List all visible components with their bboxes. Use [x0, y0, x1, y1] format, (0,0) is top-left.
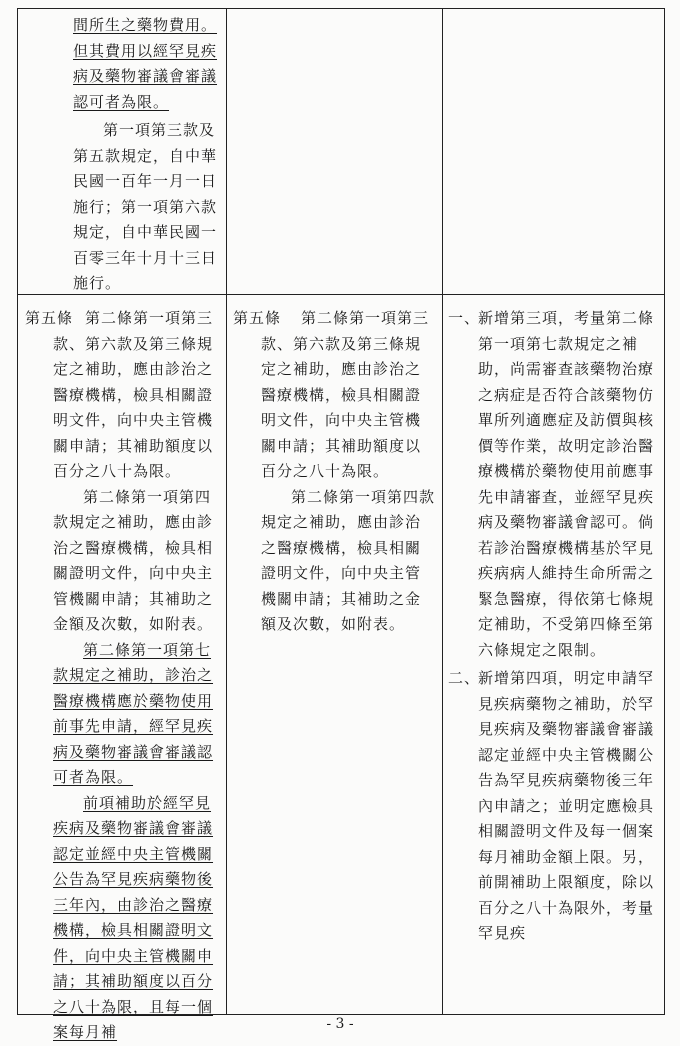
top-row-amended-cell — [73, 13, 221, 297]
article5-current-cell — [233, 306, 435, 638]
column-divider-2 — [442, 9, 443, 1014]
explanation-cell — [448, 306, 660, 947]
item-text: 新增第四項，明定申請罕見疾病藥物之補助，於罕見疾病及藥物審議會審議認定並經中央主管機關公告為罕見疾病藥物後三年內申請之；並明定應檢具相關證明文件及每一個案每月補助金額上限。另，前開補助上限額度，除以百分之八十為限外，考量罕見疾 — [478, 669, 655, 942]
column-divider-1 — [226, 9, 227, 1014]
amended-text-tail: 間所生之藥物費用。但其費用以經罕見疾病及藥物審議會審議認可者為限。 — [73, 16, 218, 111]
article5-amended-para3: 第二條第一項第七款規定之補助，診治之醫療機構應於藥物使用前事先申請，經罕見疾病及藥物審議會審議認可者為限。 — [53, 640, 214, 786]
item-text: 新增第三項，考量第二條第一項第七款規定之補助，尚需審查該藥物治療之病症是否符合該藥物仿單所列適應症及訪價與核價等作業，故明定診治醫療機構於藥物使用前應事先申請審查，並經罕見疾病及藥物審議會認可。倘若診治醫療機構基於罕見疾病病人維持生命所需之緊急醫療，得依第七條規定補助，不受第四條至第六條規定之限制。 — [478, 309, 655, 659]
item-number: 二、 — [448, 669, 481, 687]
article5-amended-para4: 前項補助於經罕見疾病及藥物審議會審議認定並經中央主管機關公告為罕見疾病藥物後三年內，由診治之醫療機構，檢具相關證明文件，向中央主管機關申請；其補助額度以百分之八十為限，且每一個案每月補 — [53, 793, 214, 1041]
article-lead: 第五條 — [233, 309, 282, 327]
article5-current-para1 — [233, 306, 435, 485]
para-text: 第二條第一項第三款、第六款及第三條規定之補助，應由診治之醫療機構，檢具相關證明文件，向中央主管機關申請；其補助額度以百分之八十為限。 — [261, 309, 430, 480]
comparison-table — [17, 8, 665, 1041]
explanation-item-2 — [448, 666, 660, 947]
explanation-item-1 — [448, 306, 660, 663]
page-number: - 3 - — [326, 1016, 354, 1032]
para-text: 第二條第一項第三款、第六款及第三條規定之補助，應由診治之醫療機構，檢具相關證明文件，向中央主管機關申請；其補助額度以百分之八十為限。 — [53, 309, 214, 480]
article5-current-para2: 第二條第一項第四款規定之補助，應由診治之醫療機構，檢具相關證明文件，向中央主管機關申請；其補助之金額及次數，如附表。 — [261, 487, 436, 633]
article5-amended-para2: 第二條第一項第四款規定之補助，應由診治之醫療機構，檢具相關證明文件，向中央主管機關申請；其補助之金額及次數，如附表。 — [53, 487, 214, 633]
item-number: 一、 — [448, 309, 481, 327]
article5-amended-cell — [25, 306, 221, 1046]
article-lead: 第五條 — [25, 309, 74, 327]
effective-date-paragraph: 第一項第三款及第五款規定，自中華民國一百年一月一日施行；第一項第六款規定，自中華民國一百零三年十月十三日施行。 — [73, 121, 218, 292]
article5-amended-para1 — [25, 306, 221, 485]
